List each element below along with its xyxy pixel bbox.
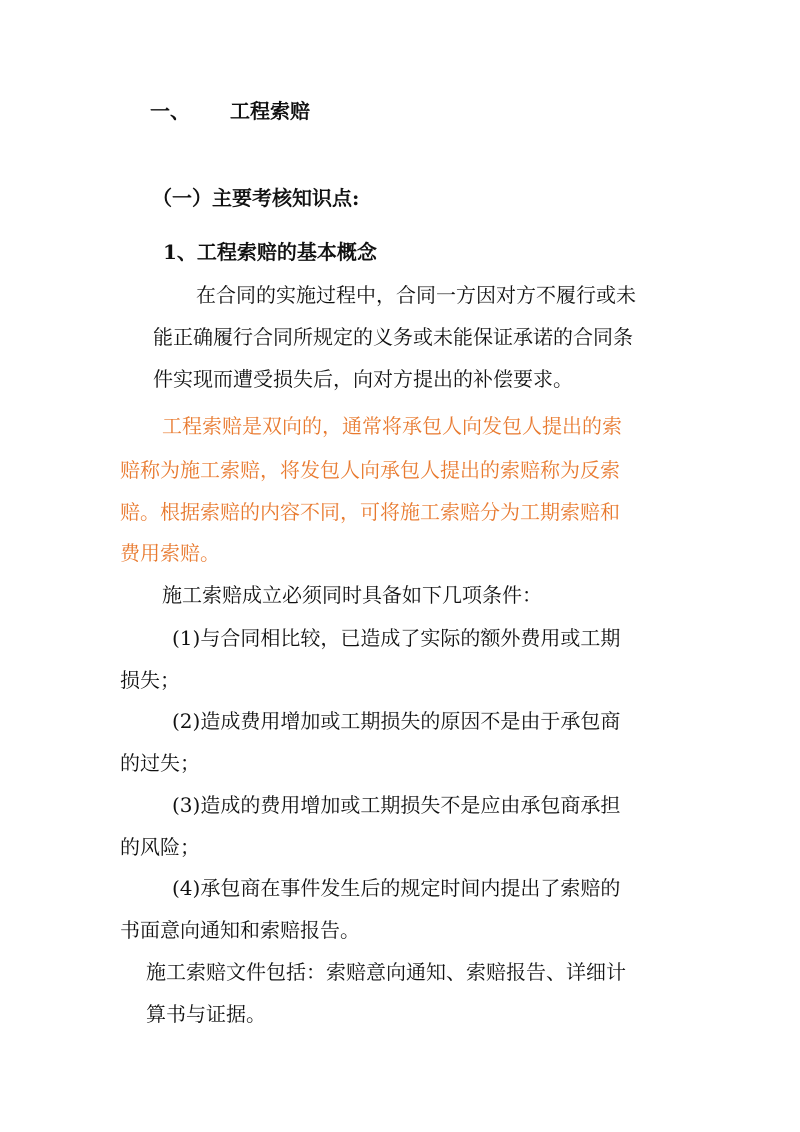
heading1-title: 工程索赔	[230, 99, 310, 123]
condition-2-line-1: (2)造成费用增加或工期损失的原因不是由于承包商	[172, 709, 621, 733]
highlight-line-4: 费用索赔。	[120, 541, 220, 565]
condition-4-line-1: (4)承包商在事件发生后的规定时间内提出了索赔的	[172, 876, 621, 900]
documents-line-2: 算书与证据。	[146, 1002, 266, 1026]
condition-1-line-2: 损失；	[120, 668, 180, 692]
condition-2-line-2: 的过失；	[120, 751, 200, 775]
condition-4-line-2: 书面意向通知和索赔报告。	[120, 918, 360, 942]
definition-line-1: 在合同的实施过程中，合同一方因对方不履行或未	[196, 283, 636, 307]
heading2: （一）主要考核知识点:	[152, 186, 360, 210]
heading1-number: 一、	[150, 99, 190, 123]
highlight-line-2: 赔称为施工索赔，将发包人向承包人提出的索赔称为反索	[120, 458, 620, 482]
documents-line-1: 施工索赔文件包括：索赔意向通知、索赔报告、详细计	[146, 960, 626, 984]
definition-line-3: 件实现而遭受损失后，向对方提出的补偿要求。	[153, 367, 573, 391]
condition-3-line-1: (3)造成的费用增加或工期损失不是应由承包商承担	[172, 793, 621, 817]
highlight-line-1: 工程索赔是双向的，通常将承包人向发包人提出的索	[162, 414, 622, 438]
definition-line-2: 能正确履行合同所规定的义务或未能保证承诺的合同条	[153, 325, 633, 349]
highlight-line-3: 赔。根据索赔的内容不同，可将施工索赔分为工期索赔和	[120, 500, 620, 524]
condition-3-line-2: 的风险；	[120, 835, 200, 859]
heading3: 1、工程索赔的基本概念	[163, 240, 377, 264]
conditions-intro: 施工索赔成立必须同时具备如下几项条件：	[162, 583, 542, 607]
condition-1-line-1: (1)与合同相比较，已造成了实际的额外费用或工期	[172, 626, 621, 650]
